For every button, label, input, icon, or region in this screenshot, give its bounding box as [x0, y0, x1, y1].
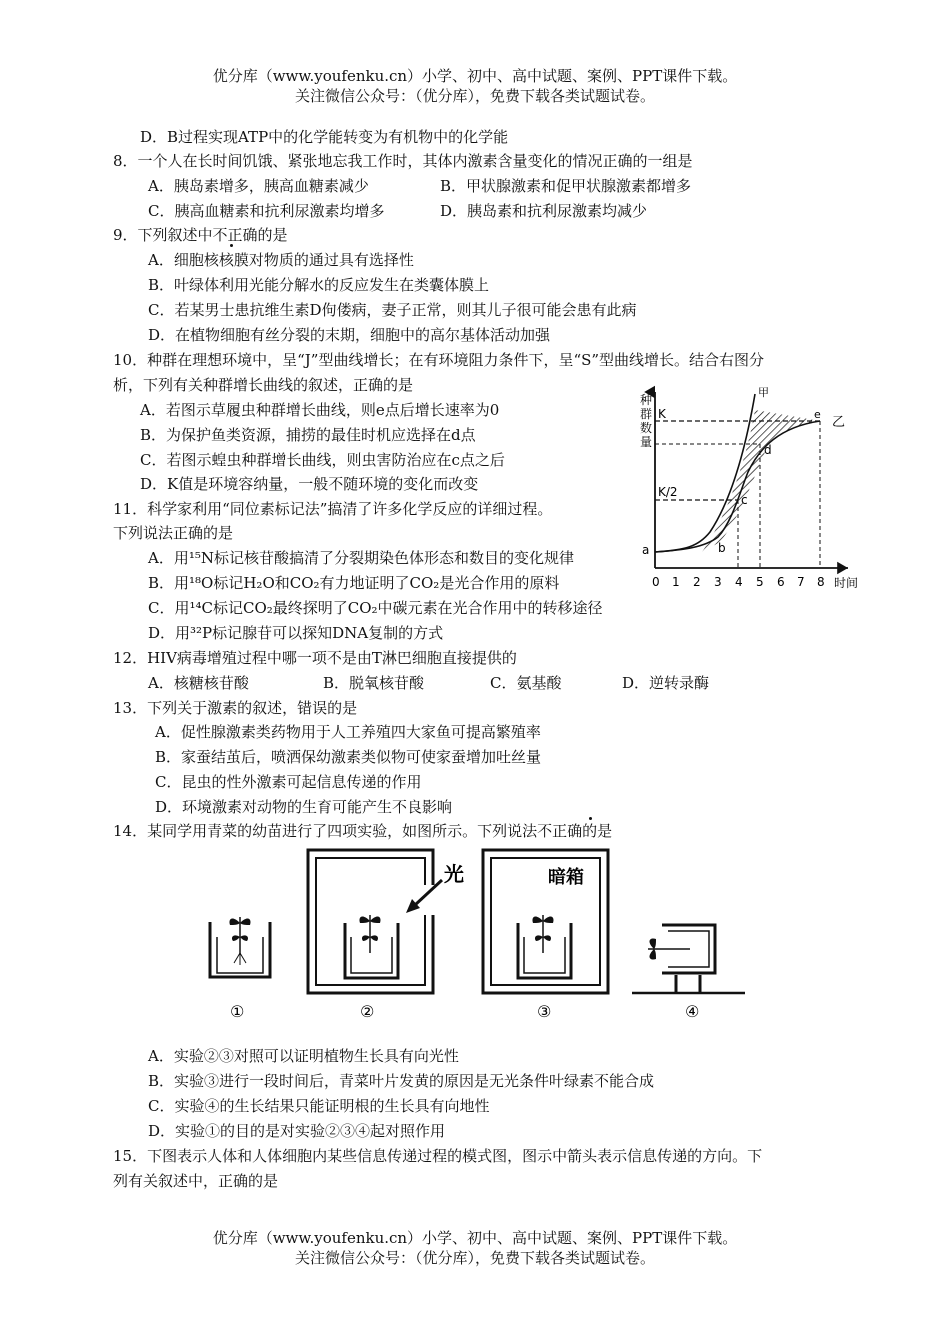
q9-stem: 9．下列叙述中不正确的是	[113, 226, 288, 244]
q10-option-d: D．K值是环境容纳量，一般不随环境的变化而改变	[140, 475, 479, 493]
x-tick-5: 5	[756, 575, 764, 589]
curve-s-label: 乙	[832, 415, 846, 430]
q13-option-a: A．促性腺激素类药物用于人工养殖四大家鱼可提高繁殖率	[155, 723, 541, 741]
emphasis-dot	[230, 244, 233, 247]
q8-option-a: A．胰岛素增多，胰高血糖素减少	[148, 177, 369, 195]
header-line-2: 关注微信公众号：（优分库），免费下载各类试题试卷。	[294, 87, 655, 105]
q14-option-b: B．实验③进行一段时间后，青菜叶片发黄的原因是无光条件叶绿素不能合成	[148, 1072, 655, 1090]
x-tick-8: 8	[817, 575, 825, 589]
curve-j-label: 甲	[758, 386, 769, 399]
q9-option-a: A．细胞核核膜对物质的通过具有选择性	[148, 251, 414, 269]
emphasis-dot	[589, 817, 592, 820]
x-tick-4: 4	[735, 575, 743, 589]
k-label: K	[658, 407, 666, 421]
x-tick-2: 2	[693, 575, 701, 589]
q11-stem-2: 下列说法正确的是	[113, 524, 234, 542]
q8-option-c: C．胰高血糖素和抗利尿激素均增多	[148, 202, 385, 220]
experiment-1	[210, 917, 270, 977]
experiment-4	[632, 925, 745, 993]
q14-option-d: D．实验①的目的是对实验②③④起对照作用	[148, 1122, 446, 1140]
experiment-3	[483, 850, 608, 993]
q12-option-b: B．脱氧核苷酸	[323, 674, 425, 692]
q8-stem: 8．一个人在长时间饥饿、紧张地忘我工作时，其体内激素含量变化的情况正确的一组是	[113, 152, 693, 170]
hatched-area	[702, 410, 820, 552]
q13-option-d: D．环境激素对动物的生育可能产生不良影响	[155, 798, 453, 816]
q12-option-a: A．核糖核苷酸	[148, 674, 249, 692]
q10-option-c: C．若图示蝗虫种群增长曲线，则虫害防治应在c点之后	[140, 451, 505, 469]
point-c: c	[741, 493, 748, 507]
q14-stem: 14．某同学用青菜的幼苗进行了四项实验，如图所示。下列说法不正确的是	[113, 822, 613, 840]
q11-option-a: A．用¹⁵N标记核苷酸搞清了分裂期染色体形态和数目的变化规律	[148, 549, 574, 567]
q10-stem-2: 析，下列有关种群增长曲线的叙述，正确的是	[113, 376, 414, 394]
x-axis-label: 时间	[834, 576, 859, 590]
q11-option-d: D．用³²P标记腺苷可以探知DNA复制的方式	[148, 624, 444, 642]
x-tick-0: 0	[652, 575, 660, 589]
k-half-label: K/2	[658, 485, 678, 499]
experiment-number-1: ①	[230, 1002, 245, 1021]
y-axis-label-1: 种	[640, 393, 653, 407]
experiment-number-4: ④	[685, 1002, 700, 1021]
q9-option-d: D．在植物细胞有丝分裂的末期，细胞中的高尔基体活动加强	[148, 326, 551, 344]
experiment-2	[308, 850, 464, 993]
q11-option-b: B．用¹⁸O标记H₂O和CO₂有力地证明了CO₂是光合作用的原料	[148, 574, 560, 592]
q15-stem-2: 列有关叙述中，正确的是	[113, 1172, 279, 1190]
y-axis-label-3: 数	[640, 421, 653, 435]
q11-stem-1: 11．科学家利用“同位素标记法”搞清了许多化学反应的详细过程。	[113, 500, 553, 518]
y-axis-label-4: 量	[640, 435, 653, 449]
q9-option-c: C．若某男士患抗维生素D佝偻病，妻子正常，则其儿子很可能会患有此病	[148, 301, 637, 319]
q13-option-c: C．昆虫的性外激素可起信息传递的作用	[155, 773, 422, 791]
q13-option-b: B．家蚕结茧后，喷洒保幼激素类似物可使家蚕增加吐丝量	[155, 748, 542, 766]
q8-option-b: B．甲状腺激素和促甲状腺激素都增多	[440, 177, 692, 195]
q10-option-a: A．若图示草履虫种群增长曲线，则e点后增长速率为0	[140, 401, 500, 419]
light-label: 光	[444, 862, 464, 886]
q10-option-b: B．为保护鱼类资源，捕捞的最佳时机应选择在d点	[140, 426, 476, 444]
q7-option-d: D．B过程实现ATP中的化学能转变为有机物中的化学能	[140, 128, 509, 146]
q10-stem-1: 10．种群在理想环境中，呈“J”型曲线增长；在有环境阻力条件下，呈“S”型曲线增长。结合右图分	[113, 351, 765, 369]
experiment-number-2: ②	[360, 1002, 375, 1021]
q13-stem: 13．下列关于激素的叙述，错误的是	[113, 699, 358, 717]
q12-option-d: D．逆转录酶	[622, 674, 710, 692]
y-axis-label-2: 群	[640, 407, 653, 421]
q12-stem: 12．HIV病毒增殖过程中哪一项不是由T淋巴细胞直接提供的	[113, 649, 517, 667]
plant-experiment-figure	[200, 845, 745, 1025]
point-b: b	[718, 541, 726, 555]
point-a: a	[642, 543, 650, 557]
q8-option-d: D．胰岛素和抗利尿激素均减少	[440, 202, 648, 220]
footer-line-2: 关注微信公众号：（优分库），免费下载各类试题试卷。	[294, 1249, 655, 1267]
footer-line-1: 优分库（www.youfenku.cn）小学、初中、高中试题、案例、PPT课件下载。	[212, 1229, 738, 1247]
q15-stem-1: 15．下图表示人体和人体细胞内某些信息传递过程的模式图，图示中箭头表示信息传递的方向。下	[113, 1147, 763, 1165]
point-d: d	[764, 443, 772, 457]
point-e: e	[814, 408, 821, 421]
header-line-1: 优分库（www.youfenku.cn）小学、初中、高中试题、案例、PPT课件下载。	[212, 67, 738, 85]
experiment-number-3: ③	[537, 1002, 552, 1021]
x-tick-labels	[652, 575, 825, 589]
q11-option-c: C．用¹⁴C标记CO₂最终探明了CO₂中碳元素在光合作用中的转移途径	[148, 599, 603, 617]
x-tick-3: 3	[714, 575, 722, 589]
experiment-numbers	[230, 1002, 699, 1021]
dark-box-label: 暗箱	[548, 867, 584, 888]
q12-option-c: C．氨基酸	[490, 674, 562, 692]
x-tick-1: 1	[672, 575, 680, 589]
x-tick-6: 6	[777, 575, 785, 589]
x-tick-7: 7	[797, 575, 805, 589]
q9-option-b: B．叶绿体利用光能分解水的反应发生在类囊体膜上	[148, 276, 490, 294]
q14-option-c: C．实验④的生长结果只能证明根的生长具有向地性	[148, 1097, 490, 1115]
population-growth-graph	[630, 382, 868, 594]
q14-option-a: A．实验②③对照可以证明植物生长具有向光性	[148, 1047, 459, 1065]
